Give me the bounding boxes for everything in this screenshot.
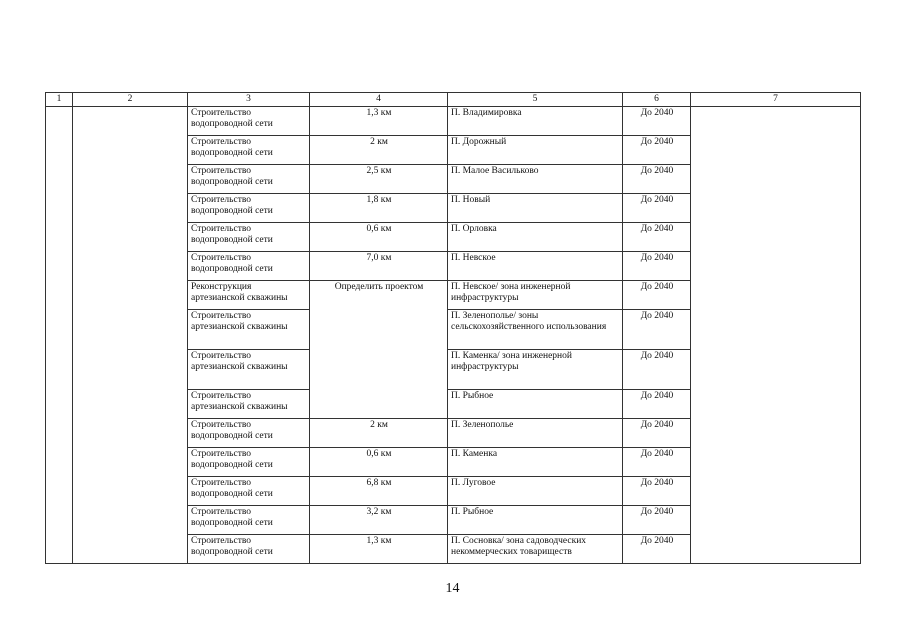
col-2-cell <box>73 107 188 564</box>
volume-cell: 2 км <box>310 419 448 448</box>
term-cell: До 2040 <box>623 390 691 419</box>
location-cell: П. Зеленополье/ зоны сельскохозяйственного использования <box>448 310 623 350</box>
term-cell: До 2040 <box>623 107 691 136</box>
header-col-4: 4 <box>310 93 448 107</box>
location-cell: П. Невское/ зона инженерной инфраструктуры <box>448 281 623 310</box>
location-cell: П. Владимировка <box>448 107 623 136</box>
header-col-6: 6 <box>623 93 691 107</box>
work-cell: Строительство водопроводной сети <box>188 136 310 165</box>
work-cell: Строительство водопроводной сети <box>188 535 310 564</box>
term-cell: До 2040 <box>623 506 691 535</box>
work-cell: Строительство водопроводной сети <box>188 223 310 252</box>
volume-cell: 3,2 км <box>310 506 448 535</box>
location-cell: П. Малое Васильково <box>448 165 623 194</box>
header-col-3: 3 <box>188 93 310 107</box>
location-cell: П. Луговое <box>448 477 623 506</box>
volume-cell: 2 км <box>310 136 448 165</box>
location-cell: П. Каменка/ зона инженерной инфраструктуры <box>448 350 623 390</box>
location-cell: П. Зеленополье <box>448 419 623 448</box>
location-cell: П. Дорожный <box>448 136 623 165</box>
term-cell: До 2040 <box>623 194 691 223</box>
location-cell: П. Сосновка/ зона садоводческих некоммерческих товариществ <box>448 535 623 564</box>
header-col-5: 5 <box>448 93 623 107</box>
header-col-2: 2 <box>73 93 188 107</box>
measures-table <box>45 92 861 564</box>
page-number: 14 <box>445 581 460 596</box>
work-cell: Строительство водопроводной сети <box>188 165 310 194</box>
volume-cell: 1,3 км <box>310 535 448 564</box>
col-1-cell <box>46 107 73 564</box>
location-cell: П. Орловка <box>448 223 623 252</box>
header-row <box>46 93 861 107</box>
work-cell: Строительство артезианской скважины <box>188 350 310 390</box>
work-cell: Строительство водопроводной сети <box>188 107 310 136</box>
volume-cell: 0,6 км <box>310 448 448 477</box>
term-cell: До 2040 <box>623 165 691 194</box>
location-cell: П. Рыбное <box>448 506 623 535</box>
header-col-7: 7 <box>691 93 861 107</box>
work-cell: Строительство водопроводной сети <box>188 448 310 477</box>
work-cell: Строительство водопроводной сети <box>188 477 310 506</box>
term-cell: До 2040 <box>623 419 691 448</box>
location-cell: П. Рыбное <box>448 390 623 419</box>
volume-cell: 1,8 км <box>310 194 448 223</box>
work-cell: Строительство водопроводной сети <box>188 419 310 448</box>
work-cell: Строительство артезианской скважины <box>188 310 310 350</box>
table-row <box>46 107 861 136</box>
term-cell: До 2040 <box>623 223 691 252</box>
col-7-cell <box>691 107 861 564</box>
term-cell: До 2040 <box>623 136 691 165</box>
volume-cell: 6,8 км <box>310 477 448 506</box>
term-cell: До 2040 <box>623 448 691 477</box>
header-col-1: 1 <box>46 93 73 107</box>
location-cell: П. Невское <box>448 252 623 281</box>
term-cell: До 2040 <box>623 252 691 281</box>
term-cell: До 2040 <box>623 535 691 564</box>
term-cell: До 2040 <box>623 281 691 310</box>
volume-cell: 2,5 км <box>310 165 448 194</box>
volume-cell: 0,6 км <box>310 223 448 252</box>
work-cell: Реконструкция артезианской скважины <box>188 281 310 310</box>
term-cell: До 2040 <box>623 310 691 350</box>
volume-cell: Определить проектом <box>310 281 448 419</box>
work-cell: Строительство водопроводной сети <box>188 506 310 535</box>
work-cell: Строительство артезианской скважины <box>188 390 310 419</box>
volume-cell: 7,0 км <box>310 252 448 281</box>
work-cell: Строительство водопроводной сети <box>188 252 310 281</box>
volume-cell: 1,3 км <box>310 107 448 136</box>
term-cell: До 2040 <box>623 350 691 390</box>
term-cell: До 2040 <box>623 477 691 506</box>
work-cell: Строительство водопроводной сети <box>188 194 310 223</box>
location-cell: П. Каменка <box>448 448 623 477</box>
location-cell: П. Новый <box>448 194 623 223</box>
